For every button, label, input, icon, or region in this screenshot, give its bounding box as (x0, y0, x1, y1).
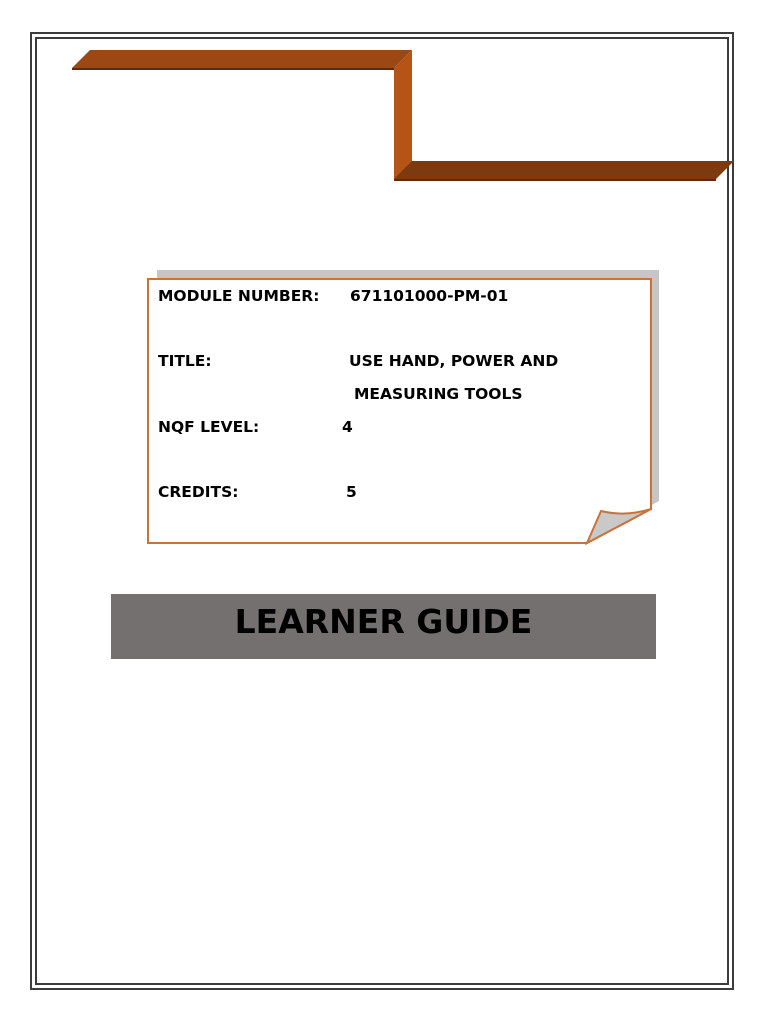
title-line-1: USE HAND, POWER AND (349, 352, 559, 370)
title-label: TITLE: (158, 352, 212, 370)
title-line-2: MEASURING TOOLS (354, 385, 523, 403)
module-number-value: 671101000-PM-01 (350, 287, 509, 305)
credits-label: CREDITS: (158, 483, 239, 501)
nqf-level-label: NQF LEVEL: (158, 418, 260, 436)
credits-value: 5 (346, 483, 357, 501)
nqf-level-value: 4 (342, 418, 353, 436)
module-number-label: MODULE NUMBER: (158, 287, 320, 305)
learner-guide-banner (111, 594, 656, 659)
guide-title: LEARNER GUIDE (234, 602, 533, 641)
